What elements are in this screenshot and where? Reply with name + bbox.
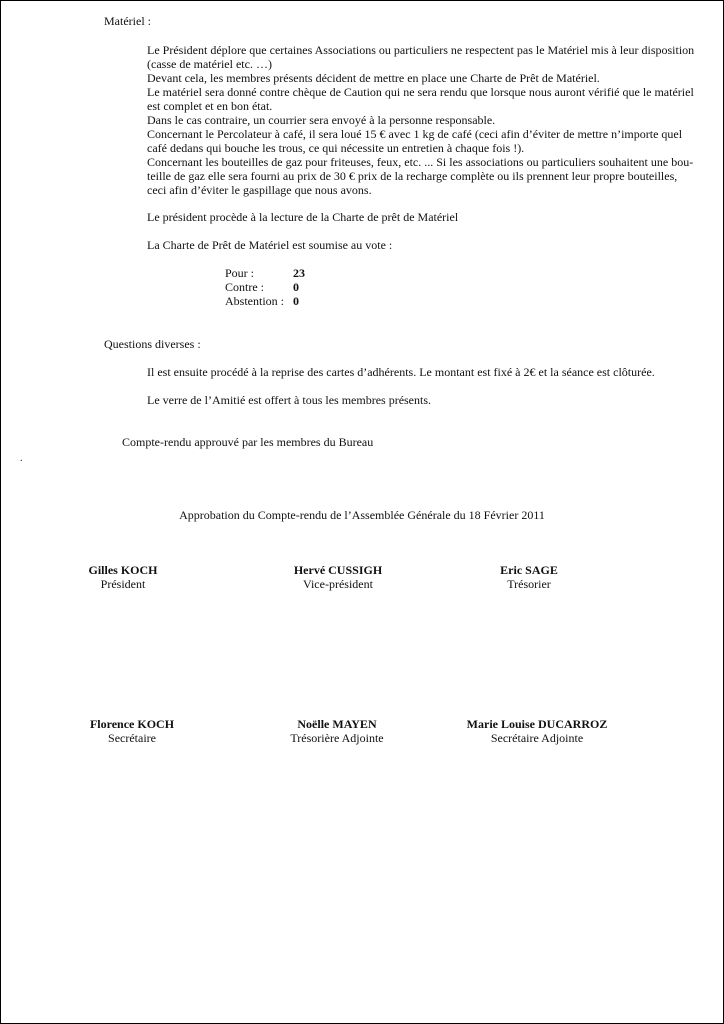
- materiel-line: Devant cela, les membres présents décident de mettre en place une Charte de Prêt de Matériel.: [147, 71, 600, 85]
- vote-value: 0: [293, 280, 299, 294]
- signatory-role: Trésorier: [507, 577, 551, 591]
- vote-label: Abstention :: [225, 294, 284, 308]
- signatory-name: Gilles KOCH: [88, 563, 158, 577]
- vote-label: Contre :: [225, 280, 264, 294]
- signatory-role: Trésorière Adjointe: [290, 731, 384, 745]
- vote-intro-text: La Charte de Prêt de Matériel est soumise au vote :: [147, 238, 393, 252]
- materiel-line: Concernant le Percolateur à café, il sera loué 15 € avec 1 kg de café (ceci afin d’éviter de mettre n’importe quel: [147, 127, 683, 141]
- signatory-role: Vice-président: [303, 577, 373, 591]
- materiel-line: café dedans qui bouche les trous, ce qui nécessite un entretien à chaque fois !).: [147, 141, 525, 155]
- materiel-paragraph: [147, 43, 712, 197]
- materiel-line: est complet et en bon état.: [147, 99, 273, 113]
- signatory-role: Président: [100, 577, 146, 591]
- signatory-name: Marie Louise DUCARROZ: [466, 717, 608, 731]
- materiel-line: teille de gaz elle sera fourni au prix de 30 € prix de la recharge complète ou ils prennent leur propre bouteilles,: [147, 169, 678, 183]
- signatory-name: Hervé CUSSIGH: [293, 563, 383, 577]
- signatory-name: Noëlle MAYEN: [297, 717, 377, 731]
- vote-row-pour: [225, 266, 345, 280]
- vote-row-abstention: [225, 294, 345, 308]
- vote-row-contre: [225, 280, 345, 294]
- signatory: [33, 563, 213, 591]
- materiel-line: Dans le cas contraire, un courrier sera envoyé à la personne responsable.: [147, 113, 496, 127]
- approval-note: Compte-rendu approuvé par les membres du Bureau: [122, 435, 374, 449]
- stray-mark: .: [20, 453, 23, 464]
- signatory: [439, 563, 619, 591]
- materiel-line: Concernant les bouteilles de gaz pour friteuses, feux, etc. ... Si les associations ou particuliers souhaitent une bou-: [147, 155, 694, 169]
- materiel-line: (casse de matériel etc. …): [147, 57, 272, 71]
- signatory: [447, 717, 627, 745]
- materiel-heading: Matériel :: [104, 14, 151, 28]
- signatory-role: Secrétaire Adjointe: [490, 731, 584, 745]
- signatory: [247, 717, 427, 745]
- signatory-name: Florence KOCH: [89, 717, 175, 731]
- vote-results: [225, 266, 345, 308]
- vote-label: Pour :: [225, 266, 255, 280]
- vote-value: 0: [293, 294, 299, 308]
- signatory: [42, 717, 222, 745]
- questions-heading: Questions diverses :: [104, 337, 201, 351]
- questions-line-cartes: Il est ensuite procédé à la reprise des cartes d’adhérents. Le montant est fixé à 2€ et la séance est clôturée.: [147, 365, 655, 379]
- signatory-name: Eric SAGE: [500, 563, 558, 577]
- materiel-line: Le Président déplore que certaines Associations ou particuliers ne respectent pas le Matériel mis à leur disposition: [147, 43, 695, 57]
- lecture-text: Le président procède à la lecture de la Charte de prêt de Matériel: [147, 210, 459, 224]
- vote-value: 23: [293, 266, 305, 280]
- signatory: [248, 563, 428, 591]
- signatory-role: Secrétaire: [108, 731, 156, 745]
- questions-line-verre: Le verre de l’Amitié est offert à tous les membres présents.: [147, 393, 432, 407]
- materiel-line: Le matériel sera donné contre chèque de Caution qui ne sera rendu que lorsque nous auront vérifié que le matériel: [147, 85, 694, 99]
- materiel-line: ceci afin d’éviter le gaspillage que nous avons.: [147, 183, 372, 197]
- approval-title: Approbation du Compte-rendu de l’Assemblée Générale du 18 Février 2011: [179, 508, 545, 522]
